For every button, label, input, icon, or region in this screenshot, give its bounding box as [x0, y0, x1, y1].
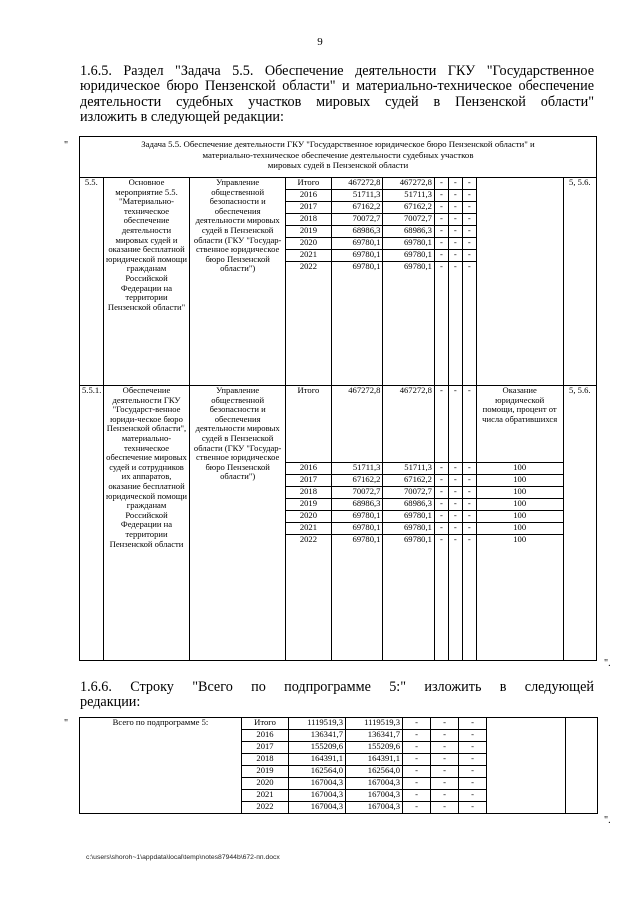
- dash-cell: -: [431, 754, 459, 766]
- year-cell: 2021: [285, 523, 331, 535]
- regional-cell: 69780,1: [383, 250, 434, 262]
- dash-cell: -: [403, 754, 431, 766]
- year-cell: 2019: [285, 499, 331, 511]
- empty-cell: [487, 718, 566, 814]
- total-cell: 136341,7: [289, 730, 346, 742]
- dash-cell: -: [431, 778, 459, 790]
- dash-cell: -: [462, 238, 476, 250]
- dash-cell: -: [462, 262, 476, 386]
- total-cell: 67162,2: [331, 202, 382, 214]
- dash-cell: -: [434, 475, 448, 487]
- dash-cell: -: [434, 226, 448, 238]
- total-cell: 467272,8: [331, 386, 382, 463]
- dash-cell: -: [459, 754, 487, 766]
- regional-cell: 162564,0: [346, 766, 403, 778]
- year-cell: 2016: [285, 190, 331, 202]
- indicator-value: 100: [476, 535, 563, 661]
- regional-cell: 164391,1: [346, 754, 403, 766]
- indicator-value: 100: [476, 511, 563, 523]
- year-cell: 2019: [285, 226, 331, 238]
- dash-cell: -: [448, 178, 462, 190]
- dash-cell: -: [462, 535, 476, 661]
- activity-name: Основное мероприятие 5.5. "Материально-техническое обеспечение деятельности мировых судей и оказание бесплатной юридической помощи гражданам Российской Федерации на территории Пензенской области": [103, 178, 190, 386]
- section-1-6-5-line: изложить в следующей редакции:: [80, 109, 284, 126]
- dash-cell: -: [462, 202, 476, 214]
- dash-cell: -: [403, 766, 431, 778]
- section-1-6-5-line: юридическое бюро Пензенской области" и материально-техническое обеспечение: [80, 78, 594, 95]
- dash-cell: -: [431, 742, 459, 754]
- indicator-value: 100: [476, 499, 563, 511]
- dash-cell: -: [434, 511, 448, 523]
- total-cell: 155209,6: [289, 742, 346, 754]
- dash-cell: -: [448, 535, 462, 661]
- total-cell: 167004,3: [289, 802, 346, 814]
- year-cell: 2020: [285, 238, 331, 250]
- total-cell: 69780,1: [331, 523, 382, 535]
- year-cell: Итого: [285, 178, 331, 190]
- total-cell: 51711,3: [331, 190, 382, 202]
- regional-cell: 68986,3: [383, 499, 434, 511]
- total-cell: 69780,1: [331, 250, 382, 262]
- regional-cell: 70072,7: [383, 214, 434, 226]
- dash-cell: -: [462, 178, 476, 190]
- task-header: [80, 137, 597, 178]
- dash-cell: -: [431, 718, 459, 730]
- regional-cell: 68986,3: [383, 226, 434, 238]
- year-cell: Итого: [242, 718, 289, 730]
- total-cell: 70072,7: [331, 487, 382, 499]
- row-number: 5.5.1.: [80, 386, 104, 661]
- year-cell: 2018: [242, 754, 289, 766]
- dash-cell: -: [403, 718, 431, 730]
- regional-cell: 69780,1: [383, 511, 434, 523]
- section-1-6-6-line: редакции:: [80, 694, 141, 711]
- regional-cell: 69780,1: [383, 535, 434, 661]
- total-cell: 68986,3: [331, 226, 382, 238]
- total-cell: 67162,2: [331, 475, 382, 487]
- total-cell: 1119519,3: [289, 718, 346, 730]
- dash-cell: -: [434, 190, 448, 202]
- dash-cell: -: [448, 499, 462, 511]
- total-cell: 467272,8: [331, 178, 382, 190]
- total-cell: 51711,3: [331, 463, 382, 475]
- row-number: 5.5.: [80, 178, 104, 386]
- dash-cell: -: [459, 790, 487, 802]
- dash-cell: -: [448, 511, 462, 523]
- dash-cell: -: [462, 226, 476, 238]
- dash-cell: -: [448, 214, 462, 226]
- dash-cell: -: [434, 386, 448, 463]
- total-cell: 167004,3: [289, 778, 346, 790]
- year-cell: Итого: [285, 386, 331, 463]
- regional-cell: 167004,3: [346, 790, 403, 802]
- dash-cell: -: [434, 499, 448, 511]
- total-cell: 69780,1: [331, 511, 382, 523]
- link-cell: 5, 5.6.: [563, 178, 596, 386]
- year-cell: 2017: [285, 202, 331, 214]
- dash-cell: -: [462, 487, 476, 499]
- executor: Управление общественной безопасности и обеспечения деятельности мировых судей в Пензенской области (ГКУ "Государ-ственное юридическое бюро Пензенской области"): [190, 178, 285, 386]
- dash-cell: -: [448, 262, 462, 386]
- dash-cell: -: [434, 178, 448, 190]
- table-row: [80, 178, 597, 190]
- dash-cell: -: [434, 238, 448, 250]
- dash-cell: -: [434, 250, 448, 262]
- year-cell: 2022: [285, 262, 331, 386]
- regional-cell: 136341,7: [346, 730, 403, 742]
- year-cell: 2018: [285, 214, 331, 226]
- year-cell: 2017: [285, 475, 331, 487]
- regional-cell: 70072,7: [383, 487, 434, 499]
- section-1-6-5-line: 1.6.5. Раздел "Задача 5.5. Обеспечение деятельности ГКУ "Государственное: [80, 63, 594, 79]
- section-1-6-5-line: деятельности судебных участков мировых судей в Пензенской области": [80, 93, 594, 110]
- dash-cell: -: [462, 214, 476, 226]
- closing-quote: ".: [604, 658, 611, 669]
- indicator-cell: [476, 178, 563, 386]
- section-1-6-6-line: 1.6.6. Строку "Всего по подпрограмме 5:" изложить в следующей: [80, 679, 594, 695]
- empty-cell: [566, 718, 598, 814]
- regional-cell: 155209,6: [346, 742, 403, 754]
- dash-cell: -: [434, 262, 448, 386]
- dash-cell: -: [459, 718, 487, 730]
- year-cell: 2020: [285, 511, 331, 523]
- year-cell: 2021: [242, 790, 289, 802]
- indicator-value: 100: [476, 523, 563, 535]
- executor: Управление общественной безопасности и обеспечения деятельности мировых судей в Пензенской области (ГКУ "Государ-ственное юридическое бюро Пензенской области"): [190, 386, 285, 661]
- page-number: 9: [317, 36, 323, 48]
- dash-cell: -: [431, 802, 459, 814]
- regional-cell: 67162,2: [383, 475, 434, 487]
- task-header-line: мировых судей в Пензенской области: [267, 160, 409, 171]
- total-cell: 69780,1: [331, 238, 382, 250]
- dash-cell: -: [462, 475, 476, 487]
- regional-cell: 51711,3: [383, 190, 434, 202]
- dash-cell: -: [448, 523, 462, 535]
- indicator-value: 100: [476, 475, 563, 487]
- dash-cell: -: [434, 535, 448, 661]
- regional-cell: 467272,8: [383, 386, 434, 463]
- dash-cell: -: [462, 190, 476, 202]
- dash-cell: -: [448, 487, 462, 499]
- section-1-6-6-text: [80, 680, 594, 711]
- regional-cell: 1119519,3: [346, 718, 403, 730]
- total-cell: 164391,1: [289, 754, 346, 766]
- regional-cell: 167004,3: [346, 778, 403, 790]
- total-cell: 68986,3: [331, 499, 382, 511]
- link-cell: 5, 5.6.: [563, 386, 596, 661]
- indicator-value: 100: [476, 463, 563, 475]
- year-cell: 2021: [285, 250, 331, 262]
- dash-cell: -: [462, 386, 476, 463]
- task-header-line: Задача 5.5. Обеспечение деятельности ГКУ "Государственное юридическое бюро Пензенской области" и: [141, 139, 535, 149]
- dash-cell: -: [403, 742, 431, 754]
- indicator-value: 100: [476, 487, 563, 499]
- dash-cell: -: [448, 250, 462, 262]
- dash-cell: -: [403, 778, 431, 790]
- dash-cell: -: [448, 463, 462, 475]
- regional-cell: 69780,1: [383, 523, 434, 535]
- dash-cell: -: [462, 523, 476, 535]
- task-5-5-table: [79, 136, 597, 661]
- section-1-6-5-text: [80, 64, 594, 126]
- table-row: [80, 718, 598, 730]
- regional-cell: 69780,1: [383, 262, 434, 386]
- year-cell: 2022: [242, 802, 289, 814]
- subprogram-total-label: Всего по подпрограмме 5:: [80, 718, 242, 814]
- dash-cell: -: [462, 250, 476, 262]
- dash-cell: -: [434, 214, 448, 226]
- year-cell: 2022: [285, 535, 331, 661]
- year-cell: 2019: [242, 766, 289, 778]
- year-cell: 2016: [242, 730, 289, 742]
- total-cell: 167004,3: [289, 790, 346, 802]
- dash-cell: -: [462, 511, 476, 523]
- subprogram-total-table: [79, 717, 598, 814]
- dash-cell: -: [459, 766, 487, 778]
- dash-cell: -: [403, 790, 431, 802]
- dash-cell: -: [448, 386, 462, 463]
- dash-cell: -: [431, 790, 459, 802]
- activity-name: Обеспечение деятельности ГКУ "Государст-венное юриди-ческое бюро Пензенской области", материально-техническое обеспечение мировых судей и сотрудников их аппаратов, оказание бесплатной юридической помощи гражданам Российской Федерации на территории Пензенской области: [103, 386, 190, 661]
- dash-cell: -: [434, 487, 448, 499]
- regional-cell: 69780,1: [383, 238, 434, 250]
- year-cell: 2016: [285, 463, 331, 475]
- opening-quote: ": [64, 140, 69, 151]
- regional-cell: 67162,2: [383, 202, 434, 214]
- dash-cell: -: [434, 463, 448, 475]
- year-cell: 2017: [242, 742, 289, 754]
- opening-quote: ": [64, 718, 69, 729]
- total-cell: 69780,1: [331, 262, 382, 386]
- dash-cell: -: [459, 742, 487, 754]
- dash-cell: -: [434, 523, 448, 535]
- dash-cell: -: [459, 802, 487, 814]
- year-cell: 2018: [285, 487, 331, 499]
- dash-cell: -: [403, 730, 431, 742]
- dash-cell: -: [459, 730, 487, 742]
- total-cell: 70072,7: [331, 214, 382, 226]
- dash-cell: -: [462, 463, 476, 475]
- dash-cell: -: [448, 475, 462, 487]
- dash-cell: -: [462, 499, 476, 511]
- dash-cell: -: [448, 226, 462, 238]
- dash-cell: -: [434, 202, 448, 214]
- task-header-line: материально-техническое обеспечение деятельности судебных участков: [202, 149, 474, 160]
- year-cell: 2020: [242, 778, 289, 790]
- dash-cell: -: [448, 190, 462, 202]
- dash-cell: -: [448, 202, 462, 214]
- dash-cell: -: [403, 802, 431, 814]
- indicator-cell: Оказание юридической помощи, процент от числа обратившихся: [476, 386, 563, 463]
- footer-file-path: c:\users\shoroh~1\appdata\local\temp\notes87944b\672-пп.docx: [86, 854, 280, 861]
- dash-cell: -: [431, 730, 459, 742]
- table-row: [80, 386, 597, 463]
- dash-cell: -: [459, 778, 487, 790]
- closing-quote: ".: [604, 815, 611, 826]
- total-cell: 69780,1: [331, 535, 382, 661]
- regional-cell: 51711,3: [383, 463, 434, 475]
- regional-cell: 167004,3: [346, 802, 403, 814]
- dash-cell: -: [448, 238, 462, 250]
- regional-cell: 467272,8: [383, 178, 434, 190]
- dash-cell: -: [431, 766, 459, 778]
- total-cell: 162564,0: [289, 766, 346, 778]
